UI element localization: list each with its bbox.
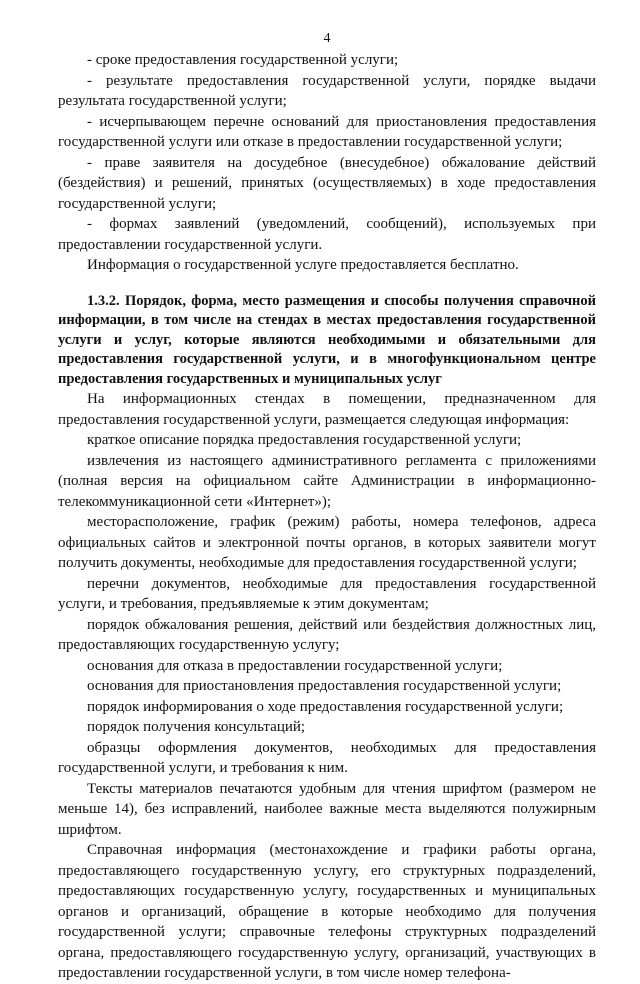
stand-item-appeal: порядок обжалования решения, действий или бездействия должностных лиц, предоставляющих государственную услугу; (58, 616, 596, 653)
stand-info-intro: На информационных стендах в помещении, предназначенном для предоставления государственной услуги, размещается следующая информация: (58, 391, 596, 428)
stand-item-refusal: основания для отказа в предоставлении государственной услуги; (87, 657, 503, 674)
section-heading: 1.3.2. Порядок, форма, место размещения и способы получения справочной информации, в том числе на стендах в местах предоставления государственной услуги и услуг, которые являются необходимыми и обязательными для предоставления государственной услуги, и в многофункциональном центре предоставления государственных и муниципальных услуг (58, 292, 596, 387)
stand-item-excerpts: извлечения из настоящего административного регламента с приложениями (полная версия на официальном сайте Администрации в информационно-телекоммуникационной сети «Интернет»); (58, 452, 596, 510)
print-requirements: Тексты материалов печатаются удобным для чтения шрифтом (размером не меньше 14), без исправлений, наиболее важные места выделяются полужирным шрифтом. (58, 780, 596, 838)
list-item-grounds: - исчерпывающем перечне оснований для приостановления предоставления государственной услуги или отказе в предоставлении государственной услуги; (58, 113, 596, 150)
stand-item-progress: порядок информирования о ходе предоставления государственной услуги; (87, 698, 564, 715)
reference-info: Справочная информация (местонахождение и графики работы органа, предоставляющего государственную услугу, его структурных подразделений, предоставляющих государственную услугу, государственных и муниципальных органов и организаций, обращение в которые необходимо для получения государственной услуги; справочные телефоны структурных подразделений органа, предоставляющего государственную услугу, организаций, участвующих в предоставлении государственной услуги, в том числе номер телефона- (58, 842, 596, 981)
list-item-term: - сроке предоставления государственной услуги; (87, 52, 399, 68)
stand-item-consultations: порядок получения консультаций; (87, 719, 306, 735)
stand-item-suspension: основания для приостановления предоставления государственной услуги; (87, 678, 562, 694)
stand-item-samples: образцы оформления документов, необходимых для предоставления государственной услуги, и требования к ним. (58, 739, 596, 776)
section-gap (58, 276, 596, 292)
list-item-result: - результате предоставления государственной услуги, порядке выдачи результата государственной услуги; (58, 72, 596, 109)
page-number: 4 (323, 31, 331, 46)
stand-item-documents: перечни документов, необходимые для предоставления государственной услуги, и требования, предъявляемые к этим документам; (58, 575, 596, 612)
list-item-appeal-right: - праве заявителя на досудебное (внесудебное) обжалование действий (бездействия) и решений, принятых (осуществляемых) в ходе предоставления государственной услуги; (58, 154, 596, 212)
list-item-forms: - формах заявлений (уведомлений, сообщений), используемых при предоставлении государственной услуги. (58, 216, 596, 253)
stand-item-location: месторасположение, график (режим) работы, номера телефонов, адреса официальных сайтов и электронной почты органов, в которых заявители могут получить документы, необходимые для предоставления государственной услуги; (58, 514, 596, 571)
free-of-charge-note: Информация о государственной услуге предоставляется бесплатно. (87, 257, 519, 273)
stand-item-description: краткое описание порядка предоставления государственной услуги; (87, 432, 522, 448)
